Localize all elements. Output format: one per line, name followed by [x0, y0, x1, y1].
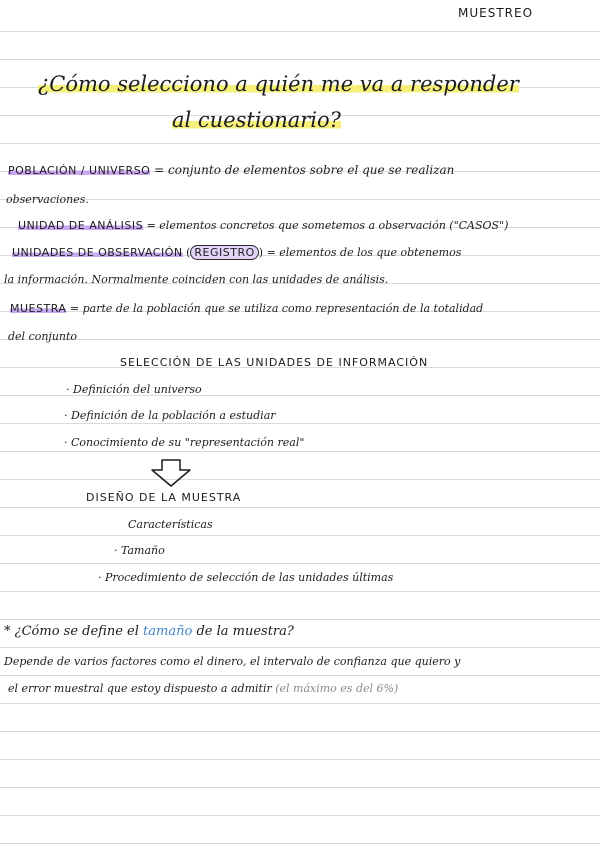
diseno-item-1: Características [128, 518, 213, 531]
question-pre: ¿Cómo se define el [14, 624, 139, 639]
title-text-1: ¿Cómo selecciono a quién me va a responder [38, 72, 519, 96]
answer-line-1: Depende de varios factores como el dinero, el intervalo de confianza que quiero y [4, 655, 461, 668]
def-muestra-1: = parte de la población que se utiliza como representación de la totalidad [69, 302, 484, 315]
def-poblacion-1: = conjunto de elementos sobre el que se realizan [154, 163, 455, 177]
answer-note: (el máximo es del 6%) [275, 682, 399, 695]
page-tag: MUESTREO [458, 6, 534, 20]
tag-registro: REGISTRO [190, 245, 258, 260]
title-text-2: al cuestionario? [172, 108, 341, 132]
diseno-item-2: · Tamaño [114, 544, 165, 557]
definition-unidad-analisis [18, 219, 508, 232]
question-line [4, 624, 294, 639]
diseno-heading: DISEÑO DE LA MUESTRA [86, 491, 242, 504]
seleccion-bullet-3: · Conocimiento de su "representación real" [64, 436, 305, 449]
def-poblacion-2: observaciones. [6, 193, 89, 206]
page-title-line-1 [38, 72, 519, 96]
term-unidad-analisis: UNIDAD DE ANÁLISIS [18, 219, 144, 232]
def-muestra-2: del conjunto [8, 330, 78, 343]
question-highlight: tamaño [143, 624, 193, 639]
definition-muestra [10, 302, 483, 315]
term-unidades-observacion: UNIDADES DE OBSERVACIÓN [12, 246, 183, 259]
def-unidades-observacion-2: la información. Normalmente coinciden con las unidades de análisis. [4, 273, 389, 286]
question-post: de la muestra? [196, 624, 294, 639]
definition-unidades-observacion: UNIDADES DE OBSERVACIÓN ( REGISTRO ) = elementos de los que obtenemos [12, 246, 462, 259]
seleccion-bullet-1: · Definición del universo [66, 383, 202, 396]
star-icon: * [4, 624, 11, 639]
definition-poblacion [8, 163, 454, 177]
diseno-item-3: · Procedimiento de selección de las unidades últimas [98, 571, 394, 584]
answer-line-2 [8, 682, 398, 695]
page-title-line-2 [172, 108, 341, 132]
seleccion-bullet-2: · Definición de la población a estudiar [64, 409, 276, 422]
seleccion-heading: SELECCIÓN DE LAS UNIDADES DE INFORMACIÓN [120, 356, 429, 369]
down-arrow-icon [148, 458, 194, 488]
term-muestra: MUESTRA [10, 302, 67, 315]
answer-text-2: el error muestral que estoy dispuesto a admitir [8, 682, 272, 695]
term-poblacion: POBLACIÓN / UNIVERSO [8, 164, 151, 177]
def-unidad-analisis: = elementos concretos que sometemos a observación ("CASOS") [146, 219, 509, 232]
def-unidades-observacion-1: = elementos de los que obtenemos [266, 246, 462, 259]
